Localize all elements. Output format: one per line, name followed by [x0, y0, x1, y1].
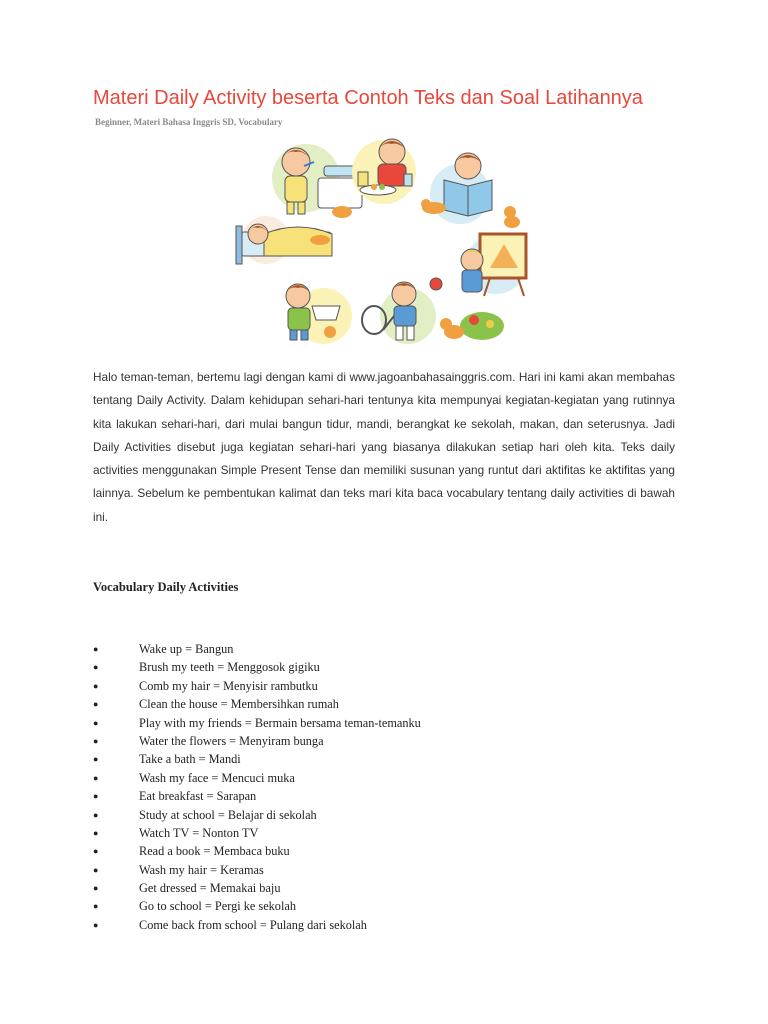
vocabulary-item [0, 916, 768, 934]
bullet-icon: ● [93, 772, 99, 783]
bullet-icon: ● [93, 644, 99, 654]
article-categories: Beginner, Materi Bahasa Inggris SD, Vocabulary [95, 117, 283, 127]
vocabulary-item [0, 824, 768, 842]
eating-breakfast-scene [352, 139, 416, 204]
daily-activities-illustration [228, 136, 540, 358]
vocabulary-entry: Wash my hair = Keramas [139, 862, 264, 877]
vocabulary-entry: Brush my teeth = Menggosok gigiku [139, 660, 320, 675]
bullet-icon: ● [93, 717, 99, 728]
bullet-icon: ● [93, 883, 99, 894]
bullet-icon: ● [93, 919, 99, 930]
article-title: Materi Daily Activity beserta Contoh Teks dan Soal Latihannya [93, 87, 643, 109]
painting-scene [461, 234, 526, 296]
playing-tennis-scene [362, 278, 442, 344]
bullet-icon: ● [93, 662, 99, 673]
vocabulary-entry: Read a book = Membaca buku [139, 844, 290, 859]
vocabulary-entry: Get dressed = Memakai baju [139, 881, 281, 896]
vocabulary-entry: Come back from school = Pulang dari sekolah [139, 917, 367, 932]
bullet-icon: ● [93, 827, 99, 838]
vocabulary-entry: Clean the house = Membersihkan rumah [139, 697, 339, 712]
vocabulary-entry: Study at school = Belajar di sekolah [139, 807, 317, 822]
vocabulary-heading: Vocabulary Daily Activities [93, 580, 239, 594]
vocabulary-entry: Go to school = Pergi ke sekolah [139, 899, 296, 914]
vocabulary-item [0, 897, 768, 915]
vocabulary-item [0, 769, 768, 787]
vocabulary-entry: Watch TV = Nonton TV [139, 825, 259, 840]
vocabulary-entry: Play with my friends = Bermain bersama teman-temanku [139, 715, 421, 730]
vocabulary-item [0, 677, 768, 695]
vocabulary-entry: Wash my face = Mencuci muka [139, 770, 295, 785]
vocabulary-entry: Eat breakfast = Sarapan [139, 789, 257, 804]
intro-paragraph: Halo teman-teman, bertemu lagi dengan kami di www.jagoanbahasainggris.com. Hari ini kami akan membahas tentang Daily Activity. Dalam kehidupan sehari-hari tentunya kita mempunyai kegiatan-kegiatan yang rutinnya kita lakukan sehari-hari, dari mulai bangun tidur, mandi, berangkat ke sekolah, makan, dan seterusnya. Jadi Daily Activities disebut juga kegiatan sehari-hari yang biasanya dilakukan setiap hari oleh kita. Teks daily activities menggunakan Simple Present Tense dan memiliki susunan yang runtut dari aktifitas ke aktifitas yang lainnya. Sebelum ke pembentukan kalimat dan teks mari kita baca vocabulary tentang daily activities di bawah ini. [93, 370, 675, 524]
bullet-icon: ● [93, 754, 99, 765]
bullet-icon: ● [93, 680, 99, 691]
vocabulary-item [0, 787, 768, 805]
brushing-teeth-scene [272, 144, 362, 218]
vocabulary-item [0, 714, 768, 732]
vocabulary-item [0, 750, 768, 768]
bullet-icon: ● [93, 846, 99, 857]
cat-in-garden-scene [440, 312, 504, 340]
vocabulary-item [0, 732, 768, 750]
bullet-icon: ● [93, 735, 99, 746]
vocabulary-item [0, 806, 768, 824]
vocabulary-item [0, 640, 768, 658]
vocabulary-item [0, 658, 768, 676]
vocabulary-entry: Water the flowers = Menyiram bunga [139, 733, 324, 748]
vocabulary-item [0, 861, 768, 879]
bullet-icon: ● [93, 864, 99, 875]
bullet-icon: ● [93, 809, 99, 820]
vocabulary-entry: Comb my hair = Menyisir rambutku [139, 678, 318, 693]
vocabulary-entry: Take a bath = Mandi [139, 752, 241, 767]
reading-book-scene [421, 153, 520, 228]
washing-hands-scene [286, 284, 352, 344]
bullet-icon: ● [93, 901, 99, 912]
vocabulary-item [0, 695, 768, 713]
vocabulary-entry: Wake up = Bangun [139, 642, 234, 656]
vocabulary-item [0, 842, 768, 860]
sleeping-scene [236, 216, 332, 264]
bullet-icon: ● [93, 791, 99, 802]
vocabulary-item [0, 879, 768, 897]
bullet-icon: ● [93, 699, 99, 710]
vocabulary-list [0, 640, 768, 934]
